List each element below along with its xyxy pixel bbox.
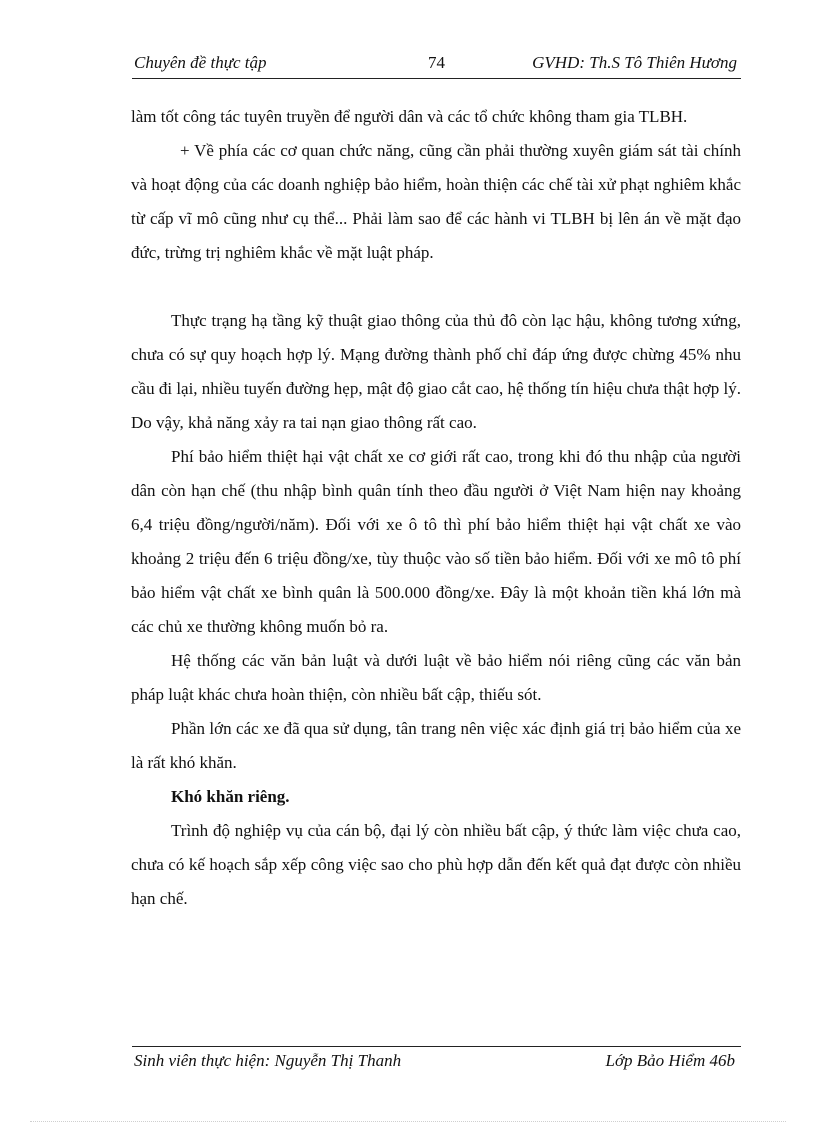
paragraph-authorities: + Về phía các cơ quan chức năng, cũng cần phải thường xuyên giám sát tài chính và hoạt động của các doanh nghiệp bảo hiểm, hoàn thiện các chế tài xử phạt nghiêm khắc từ cấp vĩ mô cũng như cụ thể... Phải làm sao để các hành vi TLBH bị lên án về mặt đạo đức, trừng trị nghiêm khắc về mặt luật pháp. <box>131 141 741 262</box>
page-number: 74 <box>428 53 445 72</box>
paragraph-staff: Trình độ nghiệp vụ của cán bộ, đại lý còn nhiều bất cập, ý thức làm việc chưa cao, chưa có kế hoạch sắp xếp công việc sao cho phù hợp dẫn đến kết quả đạt được còn nhiều hạn chế. <box>131 821 741 908</box>
footer-class: Lớp Bảo Hiểm 46b <box>605 1051 735 1070</box>
page-edge-divider <box>30 1121 786 1122</box>
paragraph-legal: Hệ thống các văn bản luật và dưới luật về bảo hiểm nói riêng cũng các văn bản pháp luật khác chưa hoàn thiện, còn nhiều bất cập, thiếu sót. <box>131 651 741 704</box>
paragraph-continuation: làm tốt công tác tuyên truyền để người dân và các tổ chức không tham gia TLBH. <box>131 107 688 126</box>
paragraph-used-vehicles: Phần lớn các xe đã qua sử dụng, tân trang nên việc xác định giá trị bảo hiểm của xe là rất khó khăn. <box>131 719 741 772</box>
section-heading: Khó khăn riêng. <box>171 787 290 806</box>
paragraph-premium: Phí bảo hiểm thiệt hại vật chất xe cơ giới rất cao, trong khi đó thu nhập của người dân còn hạn chế (thu nhập bình quân tính theo đầu người ở Việt Nam hiện nay khoảng 6,4 triệu đồng/người/năm). Đối với xe ô tô thì phí bảo hiểm thiệt hại vật chất xe vào khoảng 2 triệu đến 6 triệu đồng/xe, tùy thuộc vào số tiền bảo hiểm. Đối với xe mô tô phí bảo hiểm vật chất xe bình quân là 500.000 đồng/xe. Đây là một khoản tiền khá lớn mà các chủ xe thường không muốn bỏ ra. <box>131 447 741 636</box>
document-body <box>131 100 741 916</box>
header-supervisor: GVHD: Th.S Tô Thiên Hương <box>532 53 737 72</box>
paragraph-infrastructure: Thực trạng hạ tầng kỹ thuật giao thông của thủ đô còn lạc hậu, không tương xứng, chưa có sự quy hoạch hợp lý. Mạng đường thành phố chỉ đáp ứng được chừng 45% nhu cầu đi lại, nhiều tuyến đường hẹp, mật độ giao cắt cao, hệ thống tín hiệu chưa thật hợp lý. Do vậy, khả năng xảy ra tai nạn giao thông rất cao. <box>131 311 741 432</box>
page-footer <box>132 1046 741 1075</box>
footer-student: Sinh viên thực hiện: Nguyễn Thị Thanh <box>134 1051 402 1070</box>
paragraph-gap <box>131 270 741 304</box>
page-header <box>132 52 741 79</box>
header-report-title: Chuyên đề thực tập <box>134 53 267 72</box>
